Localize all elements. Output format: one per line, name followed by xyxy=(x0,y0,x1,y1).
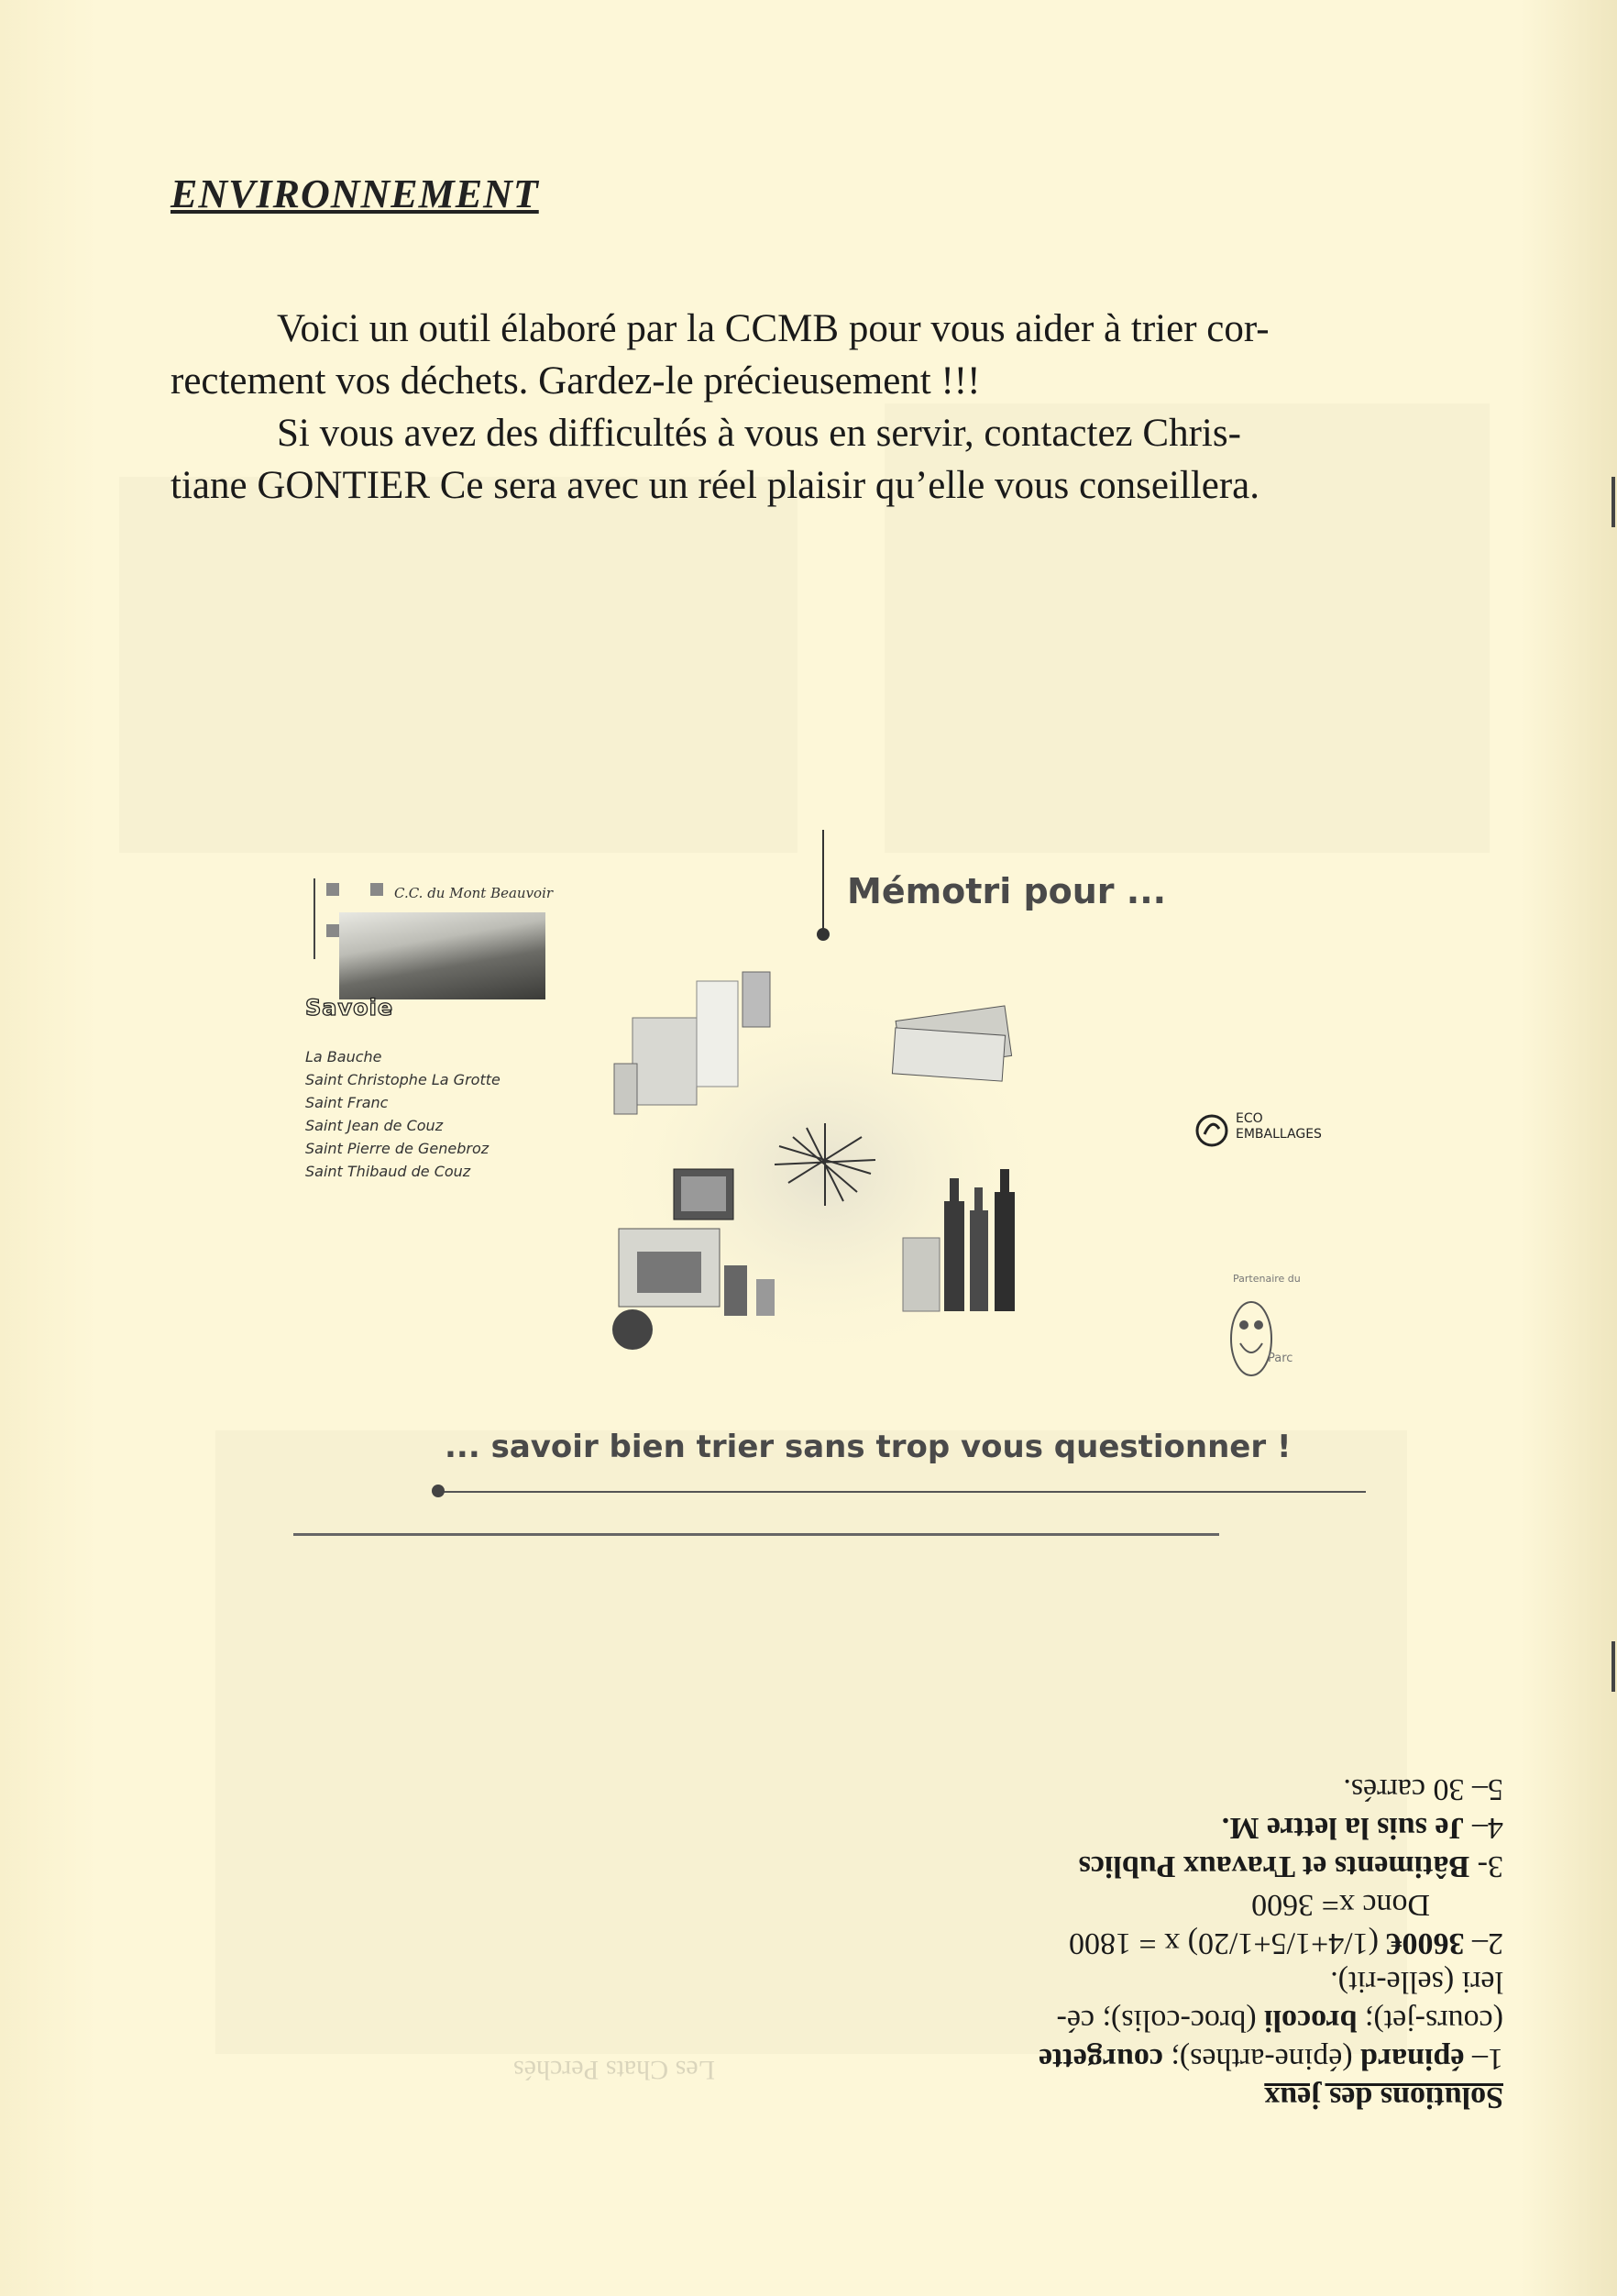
solutions-title: Solutions des jeux xyxy=(1264,2081,1503,2114)
intro-line-2: rectement vos déchets. Gardez-le précieusement !!! xyxy=(170,359,981,403)
staple-mark xyxy=(1612,1641,1615,1692)
eco-line-2: EMBALLAGES xyxy=(1236,1127,1322,1142)
intro-line-1: Voici un outil élaboré par la CCMB pour vous aider à trier cor- xyxy=(277,307,1270,350)
solution-line-3: leri (selle-rit). xyxy=(1330,1965,1503,1999)
intro-line-3: Si vous avez des difficultés à vous en servir, contactez Chris- xyxy=(277,412,1241,455)
town-list xyxy=(305,1045,500,1183)
section-heading: ENVIRONNEMENT xyxy=(170,171,539,216)
waste-objects-collage xyxy=(596,963,1072,1366)
solution-line-6: 3- Bâtiments et Travaux Publics xyxy=(1078,1849,1503,1883)
parc-chartreuse-owl-icon xyxy=(1224,1288,1297,1398)
savoie-label: Savoie xyxy=(305,995,394,1021)
solution-line-8: 5– 30 carrés. xyxy=(1343,1772,1503,1806)
intro-text xyxy=(170,303,1454,512)
town-item: Saint Jean de Couz xyxy=(305,1117,444,1134)
logo-landscape-photo xyxy=(339,912,545,999)
separator-line xyxy=(293,1533,1219,1536)
town-item: Saint Thibaud de Couz xyxy=(305,1163,471,1180)
eco-emballages-text xyxy=(1236,1111,1322,1142)
flyer-title: Mémotri pour ... xyxy=(847,871,1167,911)
game-solutions xyxy=(953,1770,1503,2116)
show-through-text: Les Chats Perchés xyxy=(513,2055,715,2085)
eco-line-1: ECO xyxy=(1236,1111,1263,1126)
town-item: La Bauche xyxy=(305,1048,382,1065)
staple-mark xyxy=(1612,477,1615,527)
town-item: Saint Franc xyxy=(305,1094,389,1111)
solution-line-1: 1– épinard (épine-arthes); courgette xyxy=(1038,2042,1503,2076)
town-item: Saint Pierre de Genebroz xyxy=(305,1140,490,1157)
flyer-tagline: ... savoir bien trier sans trop vous questionner ! xyxy=(445,1429,1292,1465)
logo-square xyxy=(370,883,383,896)
flyer-bottom-dot xyxy=(432,1485,445,1497)
solution-line-5: Donc x= 3600 xyxy=(1251,1888,1430,1922)
eco-emballages-logo-icon xyxy=(1194,1112,1230,1149)
logo-square xyxy=(326,883,339,896)
solution-line-7: 4– Je suis la lettre M. xyxy=(1221,1811,1503,1845)
solution-line-2: (cours-jet); brocoli (broc-colis); cé- xyxy=(1056,2003,1503,2037)
intro-line-4: tiane GONTIER Ce sera avec un réel plaisir qu’elle vous conseillera. xyxy=(170,464,1260,507)
flyer-bottom-rule xyxy=(438,1491,1366,1493)
town-item: Saint Christophe La Grotte xyxy=(305,1071,500,1088)
flyer-top-rule xyxy=(822,830,824,935)
show-through-block-left xyxy=(119,477,798,853)
logo-square xyxy=(326,924,339,937)
solution-line-4: 2– 3600€ (1/4+1/5+1/20) x = 1800 xyxy=(1068,1926,1503,1960)
logo-text: C.C. du Mont Beauvoir xyxy=(394,885,554,901)
parc-label: Parc xyxy=(1268,1352,1293,1365)
partner-text: Partenaire du xyxy=(1233,1273,1301,1285)
flyer-top-dot xyxy=(817,928,830,941)
